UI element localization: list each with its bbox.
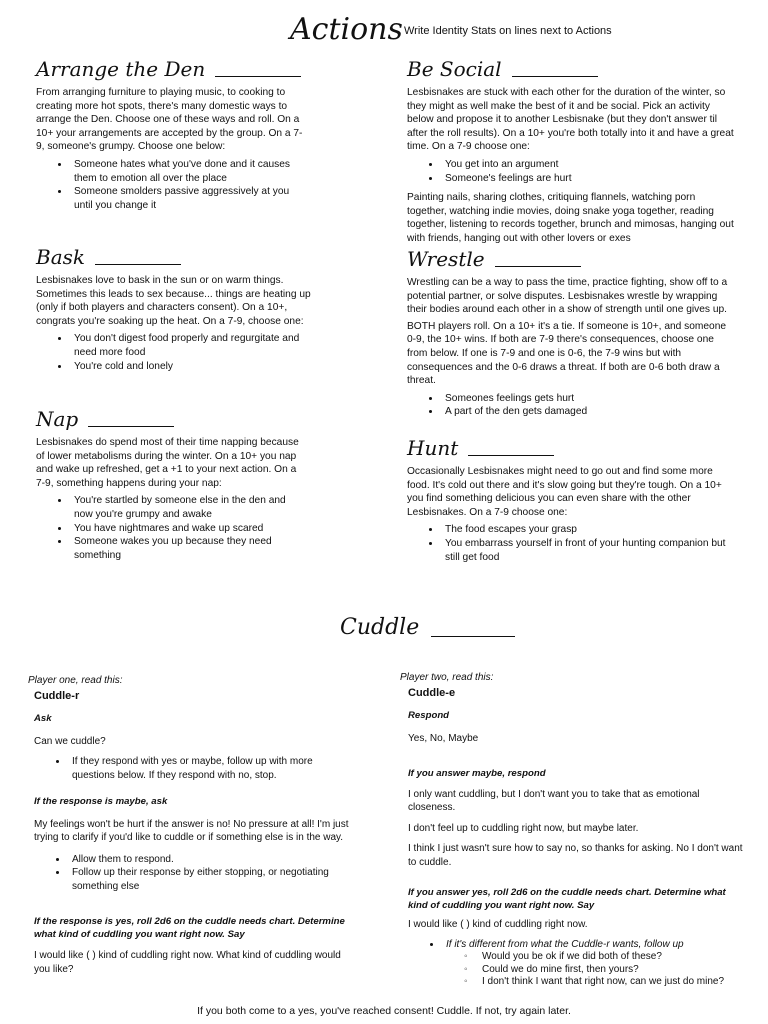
maybe-label: If the response is maybe, ask <box>34 796 168 807</box>
stat-line <box>468 454 554 456</box>
stat-line <box>512 75 598 77</box>
list-item: • You embarrass yourself in front of your hunting companion but still get food <box>441 537 737 564</box>
stat-line <box>495 265 581 267</box>
section-text-2: BOTH players roll. On a 10+ it's a tie. If someone is 10+, and someone 0-9, the 10+ wins. If both are 7-9 there's consequences, choose one from below. If one is 7-9 and one is 0-6, the 7-9 wins but with consequences and the 0-6 draws a threat. If both are 0-6 both draw a threat. <box>407 320 727 387</box>
yes-text: I would like ( ) kind of cuddling right now. What kind of cuddling would you like? <box>34 950 341 975</box>
list-item: • Someone wakes you up because they need something <box>70 535 300 562</box>
list-item: • Someones feelings gets hurt <box>441 392 737 406</box>
maybe-line: I think I just wasn't sure how to say no, so thanks for asking. No I don't want to cuddle. <box>408 843 743 868</box>
page-note: Write Identity Stats on lines next to Actions <box>404 25 612 37</box>
list-item: • You're cold and lonely <box>70 360 312 374</box>
role-label: Cuddle-e <box>408 686 456 699</box>
list-item: ◦ Would you be ok if we did both of these? <box>478 951 745 964</box>
section-text: Lesbisnakes do spend most of their time napping because of lower metabolisms during the winter. On a 10+ you nap and wake up refreshed, get a +1 to your next action. On a 7-9, something happens during your nap: <box>36 437 299 489</box>
section-text: From arranging furniture to playing music, to cooking to creating more hot spots, there's many domestic ways to arrange the Den. Choose one of these ways and roll. On a 10+ your arrangements are accepted by the group. On a 7-9, someone's grumpy. Choose one below: <box>36 87 303 153</box>
stat-line <box>88 425 174 427</box>
cuddle-heading <box>340 615 515 640</box>
yes-label: If the response is yes, roll 2d6 on the cuddle needs chart. Determine what kind of cuddling you want right now. Say <box>34 916 345 940</box>
list-item: ◦ Could we do mine first, then yours? <box>478 964 745 977</box>
maybe-line: I don't feel up to cuddling right now, but maybe later. <box>408 822 639 834</box>
player-one-block <box>28 674 358 976</box>
activities-text: Painting nails, sharing clothes, critiquing flannels, watching porn together, watching indie movies, doing snake yoga together, reading together, listening to records together, brunch and mimosas, hanging out with friends, hanging out with other lovers or exes <box>407 192 734 244</box>
yes-label: If you answer yes, roll 2d6 on the cuddle needs chart. Determine what kind of cuddling you want right now. Say <box>408 887 726 911</box>
role-label: Cuddle-r <box>34 689 80 702</box>
stat-line <box>431 635 515 637</box>
section-title: Hunt <box>407 436 459 460</box>
ask-label: Ask <box>34 713 52 724</box>
list-item: • You're startled by someone else in the den and now you're grumpy and awake <box>70 494 300 521</box>
section-title: Nap <box>36 407 79 431</box>
respond-label: Respond <box>408 710 450 721</box>
section-text: Occasionally Lesbisnakes might need to go out and find some more food. It's cold out there and it's slow going but they're tough. On a 10+ you find something delicious you can even share with the other Lesbisnakes. On a 7-9 choose one: <box>407 466 722 518</box>
stat-line <box>215 75 301 77</box>
player-intro: Player two, read this: <box>400 672 494 683</box>
footer-text: If you both come to a yes, you've reached consent! Cuddle. If not, try again later. <box>197 1005 571 1017</box>
section-text: Lesbisnakes love to bask in the sun or on warm things. Sometimes this leads to sex because... things are heating up (only if both players and characters consent). On a 10+, congrats you're soaking up the heat. On a 7-9, choose one: <box>36 275 311 327</box>
section-be-social <box>407 58 737 246</box>
section-title: Be Social <box>407 57 502 81</box>
ask-text: Can we cuddle? <box>34 735 106 747</box>
list-item: • Someone's feelings are hurt <box>441 172 737 186</box>
maybe-line: I only want cuddling, but I don't want you to take that as emotional closeness. <box>408 788 700 813</box>
list-item: • The food escapes your grasp <box>441 523 737 537</box>
section-hunt <box>407 437 737 564</box>
section-title: Arrange the Den <box>36 57 206 81</box>
list-item: • Allow them to respond. <box>68 853 358 867</box>
section-title: Wrestle <box>407 247 485 271</box>
section-bask <box>36 246 312 373</box>
list-item: • If it's different from what the Cuddle-r wants, follow up <box>442 939 745 952</box>
stat-line <box>95 263 181 265</box>
section-wrestle <box>407 248 737 419</box>
section-text: Wrestling can be a way to pass the time, practice fighting, show off to a potential partner, or solve disputes. Lesbisnakes wrestle by wrapping their bodies around each other in a show of strength until one gives up. <box>407 277 728 316</box>
section-title: Bask <box>36 245 86 269</box>
section-text: Lesbisnakes are stuck with each other for the duration of the winter, so they might as well make the best of it and be social. Pick an activity below and propose it to another Lesbisnake (but they don't answer til after the roll results). On a 10+ you're both totally into it and have a great time. On a 7-9 choose one: <box>407 87 734 153</box>
page-title: Actions <box>290 12 403 47</box>
player-two-block <box>400 671 745 989</box>
respond-text: Yes, No, Maybe <box>408 732 479 744</box>
section-arrange <box>36 58 304 212</box>
maybe-text: My feelings won't be hurt if the answer is no! No pressure at all! I'm just trying to clarify if you'd like to cuddle or if something else is in the way. <box>34 818 349 843</box>
section-nap <box>36 408 300 562</box>
list-item: ◦ I don't think I want that right now, can we just do mine? <box>478 976 745 989</box>
list-item: • If they respond with yes or maybe, follow up with more questions below. If they respond with no, stop. <box>68 755 358 782</box>
maybe-label: If you answer maybe, respond <box>408 768 546 779</box>
list-item: • Someone smolders passive aggressively at you until you change it <box>70 185 304 212</box>
list-item: • Someone hates what you've done and it causes them to emotion all over the place <box>70 158 304 185</box>
list-item: • A part of the den gets damaged <box>441 405 737 419</box>
list-item: • Follow up their response by either stopping, or negotiating something else <box>68 866 358 893</box>
list-item: • You get into an argument <box>441 158 737 172</box>
list-item: • You don't digest food properly and regurgitate and need more food <box>70 332 312 359</box>
player-intro: Player one, read this: <box>28 675 123 686</box>
yes-text: I would like ( ) kind of cuddling right now. <box>408 919 588 930</box>
list-item: • You have nightmares and wake up scared <box>70 522 300 536</box>
cuddle-title: Cuddle <box>340 615 420 640</box>
